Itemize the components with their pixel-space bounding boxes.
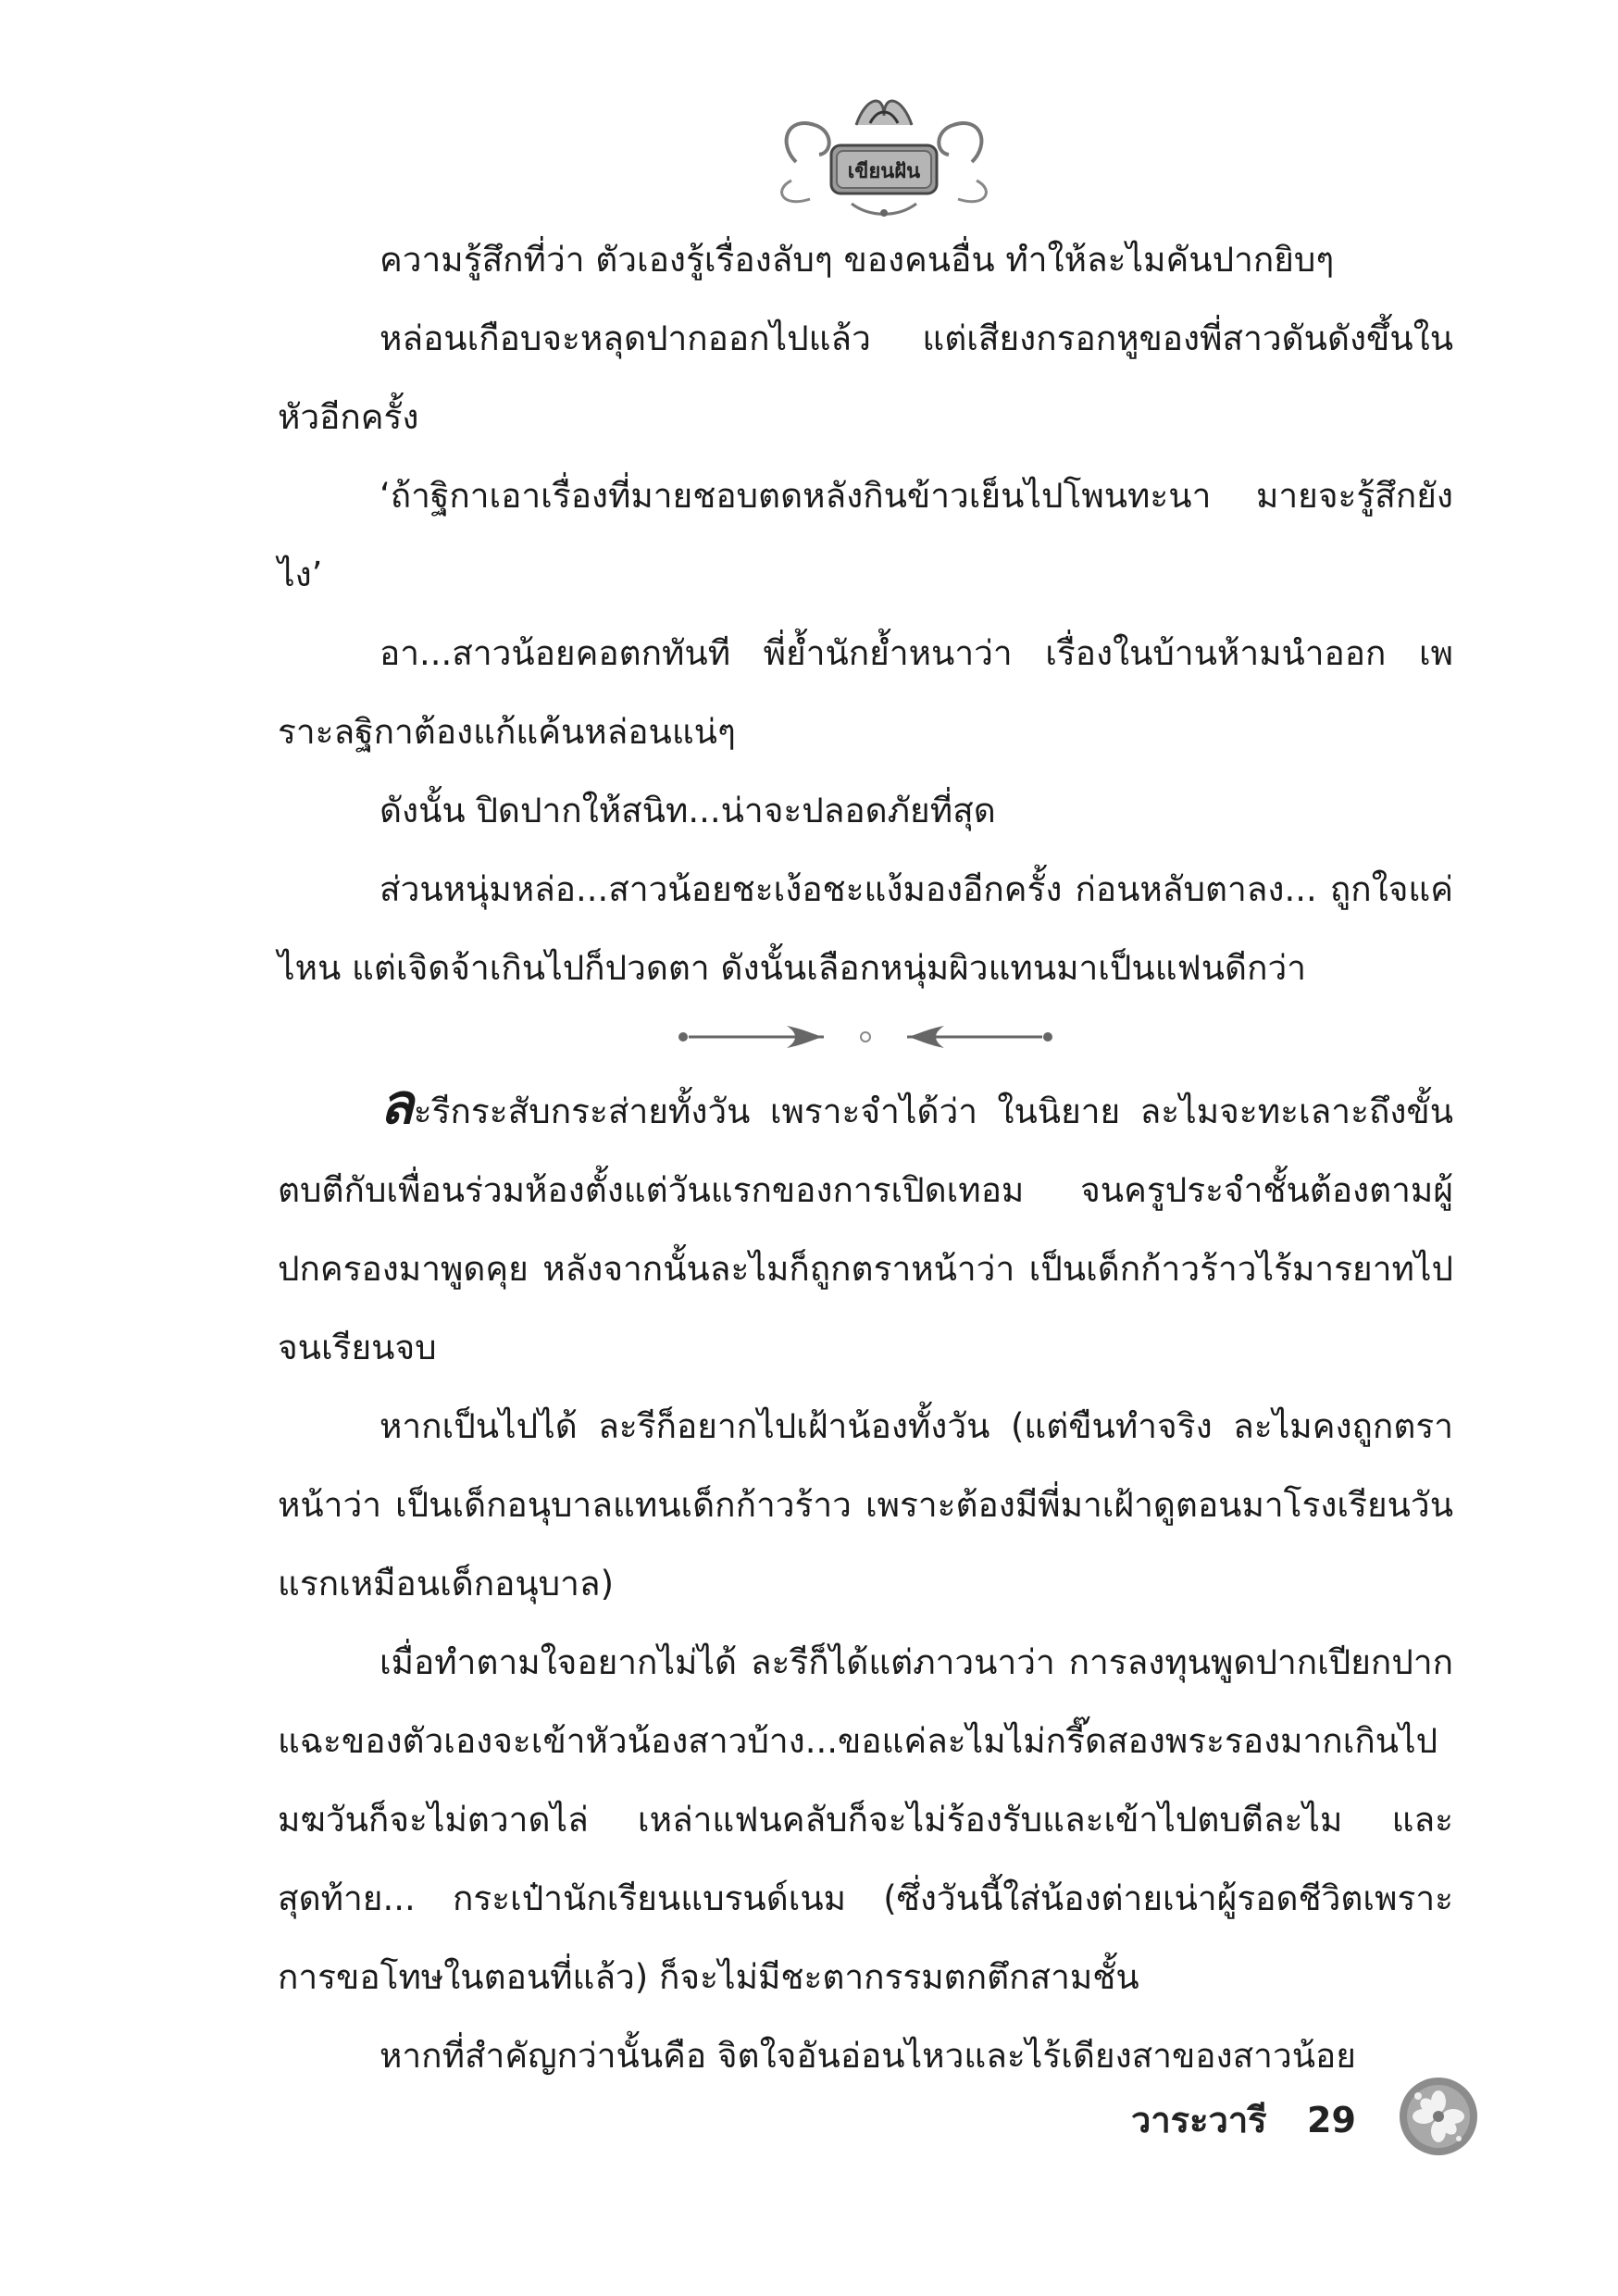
text-section-2 [278, 1072, 1453, 2095]
page-number: 29 [1307, 2100, 1356, 2140]
dropcap-letter: ล [380, 1072, 414, 1137]
emblem-text: เขียนฝัน [847, 160, 921, 183]
paragraph: ดังนั้น ปิดปากให้สนิท...น่าจะปลอดภัยที่สุด [380, 791, 996, 830]
paragraph: หากที่สำคัญกว่านั้นคือ จิตใจอันอ่อนไหวและไร้เดียงสาของสาวน้อย [380, 2036, 1356, 2076]
paragraph: ‘ถ้าฐิกาเอาเรื่องที่มายชอบตดหลังกินข้าวเย็นไปโพนทะนา มายจะรู้สึกยังไง’ [278, 476, 1453, 594]
paragraph: อา...สาวน้อยคอตกทันที พี่ย้ำนักย้ำหนาว่า เรื่องในบ้านห้ามนำออก เพราะลฐิกาต้องแก้แค้นหล่อนแน่ๆ [278, 633, 1453, 752]
flower-badge-icon [1396, 2074, 1481, 2159]
text-section-1 [278, 220, 1453, 1007]
paragraph: หากเป็นไปได้ ละรีก็อยากไปเฝ้าน้องทั้งวัน (แต่ขืนทำจริง ละไมคงถูกตราหน้าว่า เป็นเด็กอนุบาลแทนเด็กก้าวร้าว เพราะต้องมีพี่มาเฝ้าดูตอนมาโรงเรียนวันแรกเหมือนเด็กอนุบาล) [278, 1406, 1453, 1603]
ornament-divider-icon [676, 1018, 1055, 1055]
paragraph: เมื่อทำตามใจอยากไม่ได้ ละรีก็ได้แต่ภาวนาว่า การลงทุนพูดปากเปียกปากแฉะของตัวเองจะเข้าหัวน้องสาวบ้าง...ขอแค่ละไมไม่กรี๊ดสองพระรองมากเกินไป มฆวันก็จะไม่ตวาดไล่ เหล่าแฟนคลับก็จะไม่ร้องรับและเข้าไปตบตีละไม และสุดท้าย... กระเป๋านักเรียนแบรนด์เนม (ซึ่งวันนี้ใส่น้องต่ายเน่าผู้รอดชีวิตเพราะการขอโทษในตอนที่แล้ว) ก็จะไม่มีชะตากรรมตกตึกสามชั้น [278, 1642, 1453, 1997]
paragraph: ความรู้สึกที่ว่า ตัวเองรู้เรื่องลับๆ ของคนอื่น ทำให้ละไมคันปากยิบๆ [380, 240, 1335, 280]
paragraph-text: ะรีกระสับกระส่ายทั้งวัน เพราะจำได้ว่า ในนิยาย ละไมจะทะเลาะถึงขั้นตบตีกับเพื่อนร่วมห้องตั้งแต่วันแรกของการเปิดเทอม จนครูประจำชั้นต้องตามผู้ปกครองมาพูดคุย หลังจากนั้นละไมก็ถูกตราหน้าว่า เป็นเด็กก้าวร้าวไร้มารยาทไปจนเรียนจบ [278, 1092, 1453, 1367]
paragraph: หล่อนเกือบจะหลุดปากออกไปแล้ว แต่เสียงกรอกหูของพี่สาวดันดังขึ้นในหัวอีกครั้ง [278, 318, 1453, 437]
book-title: วาระวารี [1131, 2100, 1267, 2140]
paragraph-with-dropcap [278, 1072, 1453, 1387]
ornamental-crest-icon [768, 88, 1000, 227]
paragraph: ส่วนหนุ่มหล่อ...สาวน้อยชะเง้อชะแง้มองอีกครั้ง ก่อนหลับตาลง... ถูกใจแค่ไหน แต่เจิดจ้าเกินไปก็ปวดตา ดังนั้นเลือกหนุ่มผิวแทนมาเป็นแฟนดีกว่า [278, 869, 1453, 988]
